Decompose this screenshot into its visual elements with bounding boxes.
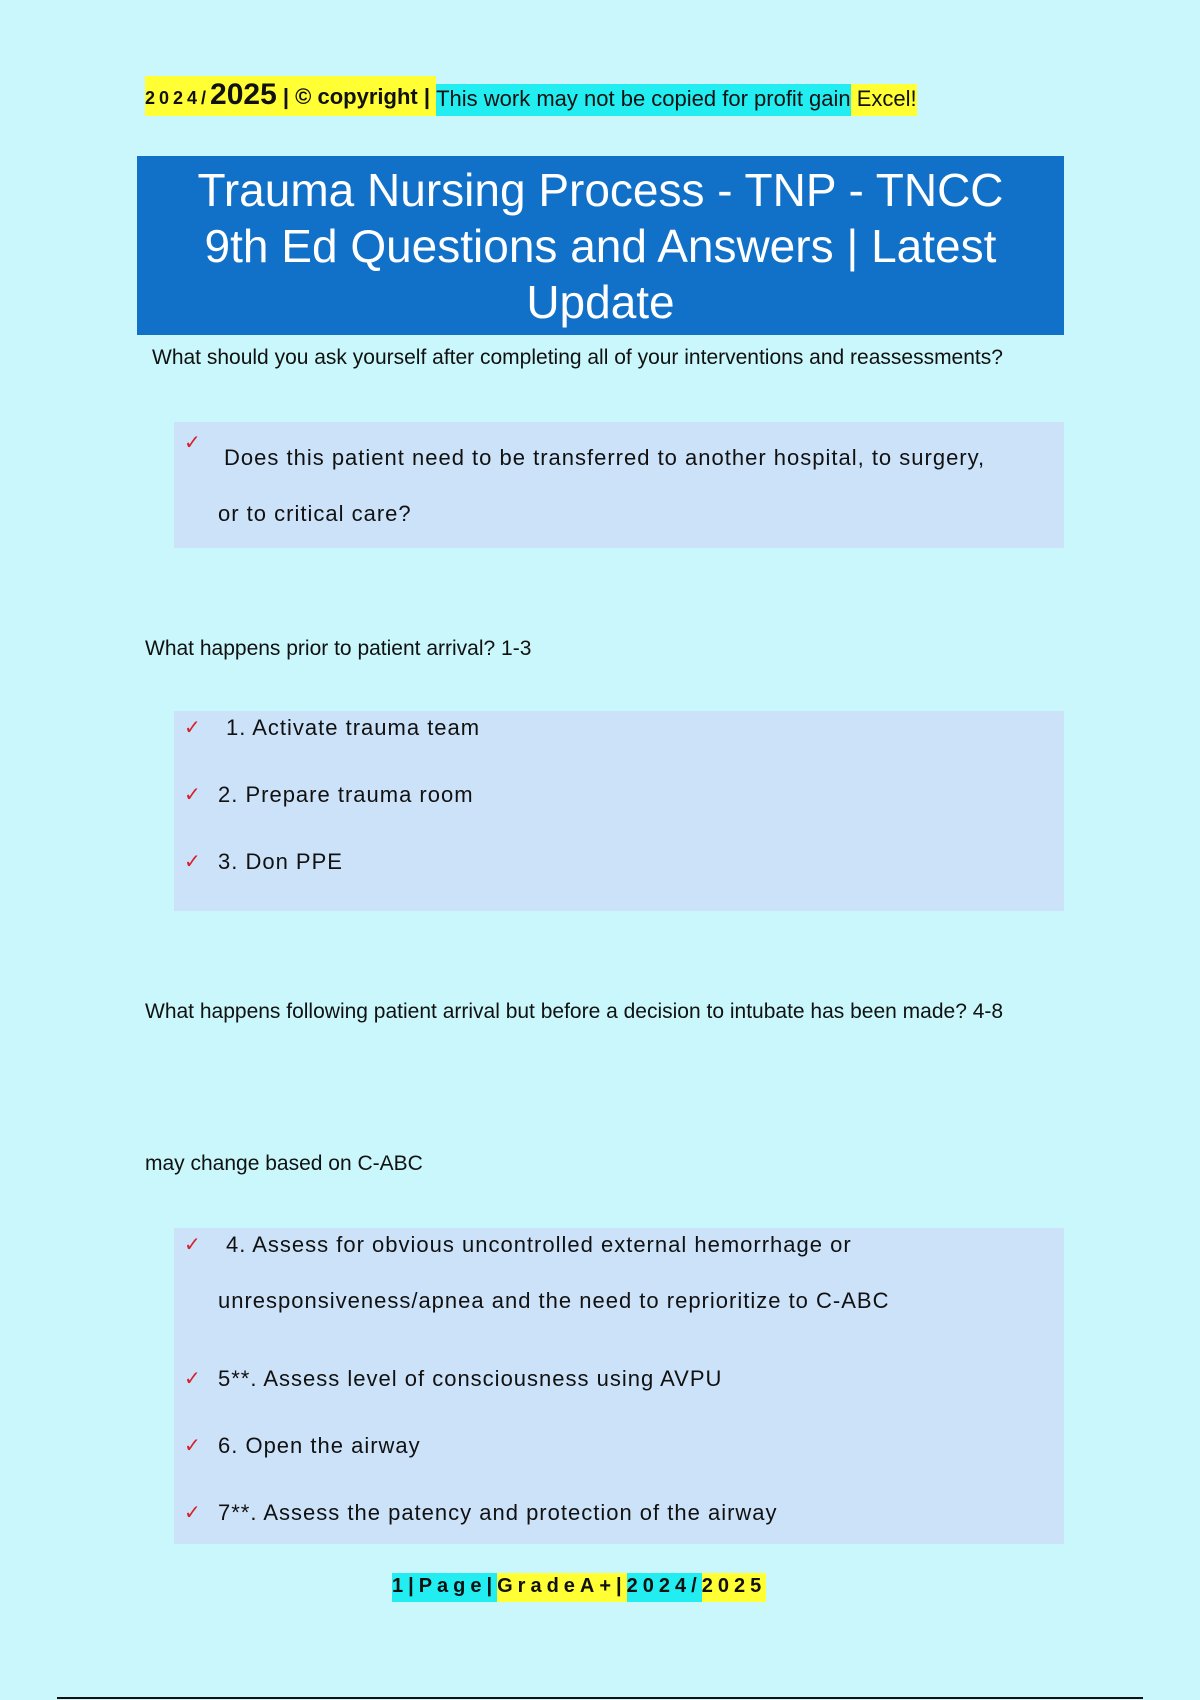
answer-item bbox=[174, 845, 1064, 911]
answer-item bbox=[174, 711, 1064, 778]
page-footer bbox=[392, 1572, 766, 1602]
footer-page-number: 1|Page| bbox=[392, 1573, 497, 1602]
copyright-header bbox=[145, 78, 917, 116]
checkmark-icon: ✓ bbox=[184, 432, 202, 454]
checkmark-icon: ✓ bbox=[184, 1502, 202, 1524]
title-line-2: 9th Ed Questions and Answers | Latest bbox=[204, 219, 997, 272]
header-year-small: 2024/ bbox=[145, 88, 211, 108]
answer-text: or to critical care? bbox=[218, 501, 412, 526]
header-copyright: | © copyright | bbox=[276, 84, 437, 109]
checkmark-icon: ✓ bbox=[184, 1435, 202, 1457]
question-1: What should you ask yourself after completing all of your interventions and reassessments? bbox=[152, 346, 1003, 369]
checkmark-icon: ✓ bbox=[184, 1234, 202, 1256]
question-2: What happens prior to patient arrival? 1-3 bbox=[145, 637, 532, 660]
answer-item bbox=[174, 778, 1064, 845]
title-line-1: Trauma Nursing Process - TNP - TNCC bbox=[197, 163, 1004, 216]
header-excel: Excel! bbox=[851, 84, 917, 116]
answer-item bbox=[174, 1496, 1064, 1544]
bottom-divider bbox=[57, 1697, 1143, 1699]
answer-text: 5**. Assess level of consciousness using AVPU bbox=[218, 1366, 723, 1391]
answer-text: 7**. Assess the patency and protection of the airway bbox=[218, 1500, 778, 1525]
answer-text: 3. Don PPE bbox=[218, 849, 343, 874]
footer-grade: GradeA+| bbox=[497, 1573, 627, 1602]
checkmark-icon: ✓ bbox=[184, 717, 202, 739]
answer-text: 1. Activate trauma team bbox=[226, 715, 481, 740]
answer-text: Does this patient need to be transferred to another hospital, to surgery, bbox=[224, 445, 986, 470]
checkmark-icon: ✓ bbox=[184, 851, 202, 873]
answer-text: 6. Open the airway bbox=[218, 1433, 421, 1458]
answer-text: 2. Prepare trauma room bbox=[218, 782, 474, 807]
question-3: What happens following patient arrival but before a decision to intubate has been made? 4-8 bbox=[145, 1000, 1004, 1023]
answer-text: 4. Assess for obvious uncontrolled external hemorrhage or bbox=[226, 1232, 852, 1257]
footer-year-a: 2024/ bbox=[627, 1573, 702, 1602]
answer-item bbox=[174, 1228, 1064, 1362]
answer-item bbox=[174, 1429, 1064, 1496]
footer-year-b: 2025 bbox=[702, 1573, 767, 1602]
question-3-note: may change based on C-ABC bbox=[145, 1152, 423, 1175]
title-line-3: Update bbox=[526, 275, 675, 328]
header-year-big: 2025 bbox=[210, 78, 277, 111]
answer-box-2 bbox=[174, 711, 1064, 911]
checkmark-icon: ✓ bbox=[184, 1368, 202, 1390]
checkmark-icon: ✓ bbox=[184, 784, 202, 806]
answer-item bbox=[174, 422, 1064, 542]
answer-box-3 bbox=[174, 1228, 1064, 1544]
answer-text: unresponsiveness/apnea and the need to reprioritize to C-ABC bbox=[218, 1288, 890, 1313]
header-notice: This work may not be copied for profit gain bbox=[436, 84, 851, 116]
answer-box-1 bbox=[174, 422, 1064, 548]
header-year-block bbox=[145, 76, 436, 116]
answer-item bbox=[174, 1362, 1064, 1429]
document-title bbox=[137, 156, 1064, 335]
